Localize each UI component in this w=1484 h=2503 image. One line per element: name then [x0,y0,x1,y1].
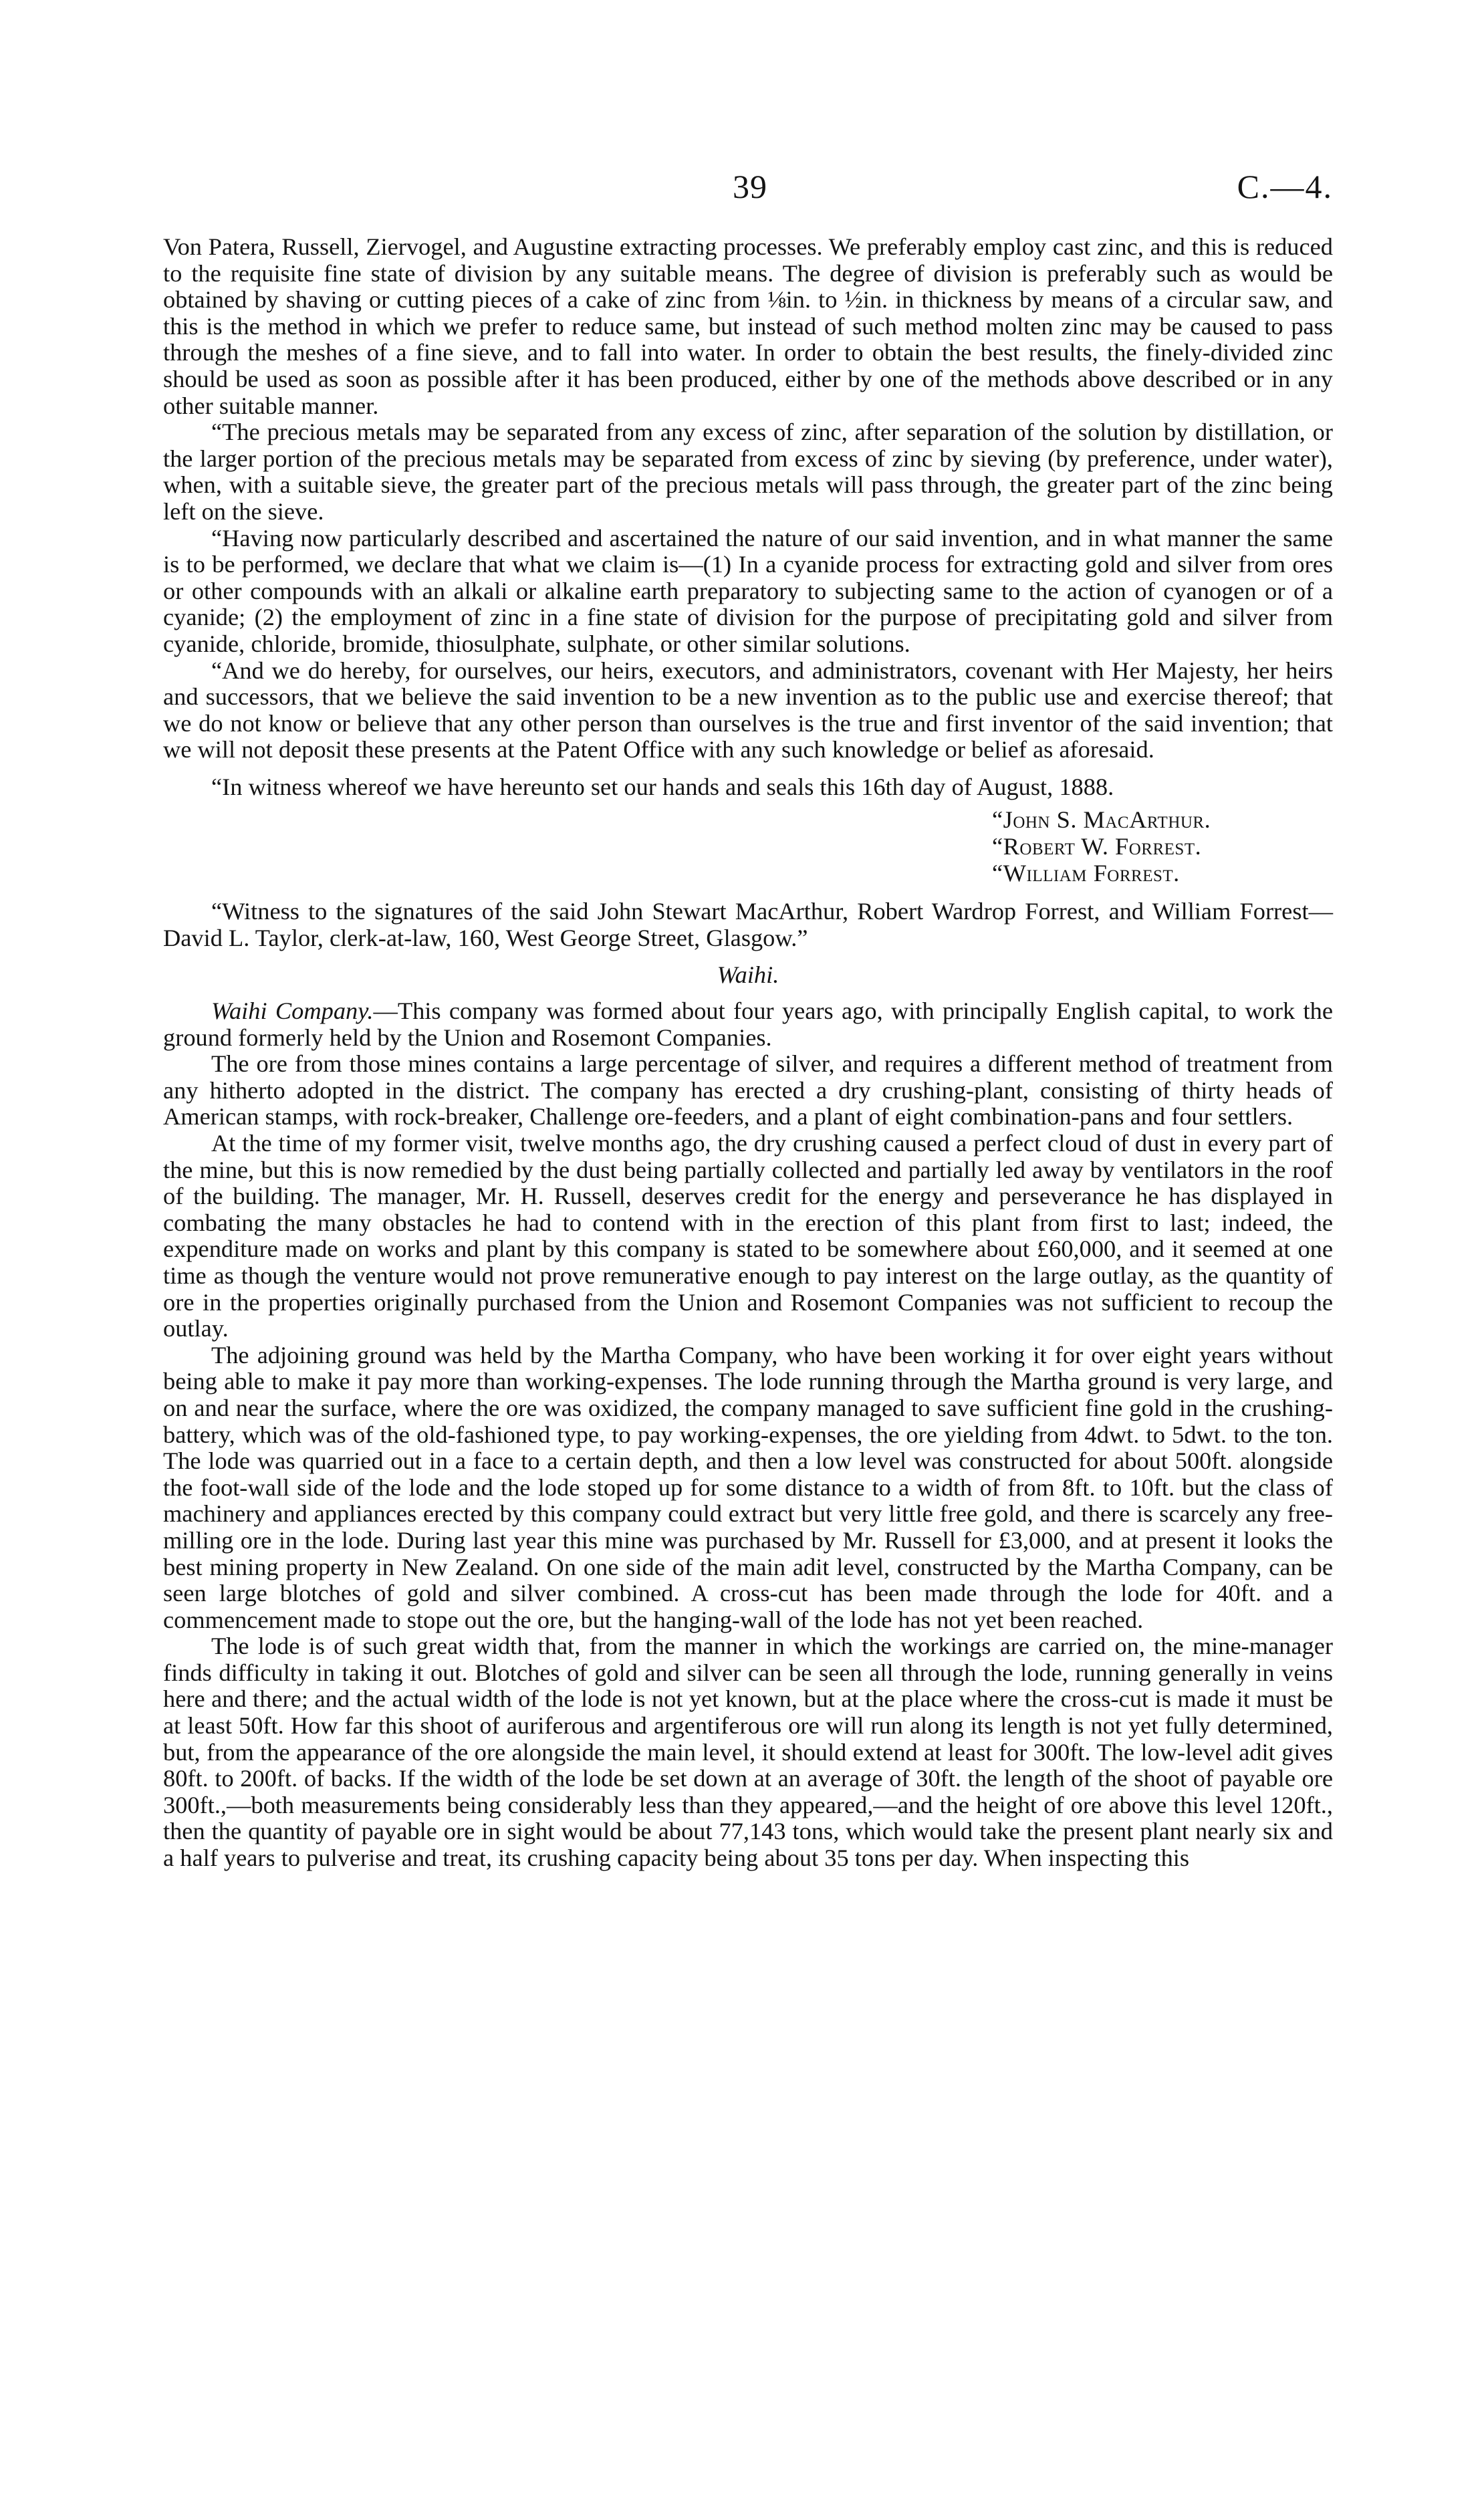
paragraph-covenant: “And we do hereby, for ourselves, our heirs, executors, and administrators, covenant with Her Majesty, her heirs and successors, that we believe the said invention to be a new invention as to the public use and exercise thereof; that we do not know or believe that any other person than ourselves is the true and first inventor of the said invention; that we will not deposit these presents at the Patent Office with any such knowledge or belief as aforesaid. [163,657,1333,763]
section-heading: Waihi. [717,961,779,989]
paragraph-separation: “The precious metals may be separated from any excess of zinc, after separation of the solution by distillation, or the larger portion of the precious metals may be separated from excess of zinc by sieving (by preference, under water), when, with a suitable sieve, the greater part of the precious metals will pass through, the greater part of the zinc being left on the sieve. [163,419,1333,525]
body-text [163,234,1333,1872]
page-header [163,167,1333,221]
paragraph-lode-width: The lode is of such great width that, from the manner in which the workings are carried on, the mine-manager finds difficulty in taking it out. Blotches of gold and silver can be seen all through the lode, running generally in veins here and there; and the actual width of the lode is not yet known, but at the place where the cross-cut is made it must be at least 50ft. How far this shoot of auriferous and argentiferous ore will run along its length is not yet fully determined, but, from the appearance of the ore alongside the main level, it should extend at least for 300ft. The low-level adit gives 80ft. to 200ft. of backs. If the width of the lode be set down at an average of 30ft. the length of the shoot of payable ore 300ft.,—both measurements being considerably less than they appeared,—and the height of ore above this level 120ft., then the quantity of payable ore in sight would be about 77,143 tons, which would take the present plant nearly six and a half years to pulverise and treat, its crushing capacity being about 35 tons per day. When inspecting this [163,1633,1333,1872]
company-intro: —This company was formed about four years ago, with principally English capital, to work the ground formerly held by the Union and Rosemont Companies. [163,997,1333,1051]
paragraph-witness: “Witness to the signatures of the said John Stewart MacArthur, Robert Wardrop Forrest, and William Forrest—David L. Taylor, clerk-at-law, 160, West George Street, Glasgow.” [163,898,1333,951]
paragraph-zinc-division: Von Patera, Russell, Ziervogel, and Augustine extracting processes. We preferably employ cast zinc, and this is reduced to the requisite fine state of division by any suitable means. The degree of division is preferably such as would be obtained by shaving or cutting pieces of a cake of zinc from ⅛in. to ½in. in thickness by means of a circular saw, and this is the method in which we prefer to reduce same, but instead of such method molten zinc may be caused to pass through the meshes of a fine sieve, and to fall into water. In order to obtain the best results, the finely-divided zinc should be used as soon as possible after it has been produced, either by one of the methods above described or in any other suitable manner. [163,233,1333,419]
paragraph-former-visit: At the time of my former visit, twelve months ago, the dry crushing caused a perfect cloud of dust in every part of the mine, but this is now remedied by the dust being partially collected and partially led away by ventilators in the roof of the building. The manager, Mr. H. Russell, deserves credit for the energy and perseverance he has displayed in combating the many obstacles he had to contend with in the erection of this plant from first to last; indeed, the expenditure made on works and plant by this company is stated to be somewhere about £60,000, and it seemed at one time as though the venture would not prove remunerative enough to pay interest on the large outlay, as the quantity of ore in the properties originally purchased from the Union and Rosemont Companies was not sufficient to recoup the outlay. [163,1130,1333,1342]
signature-line: “John S. MacArthur. [992,806,1211,834]
paragraph-claims: “Having now particularly described and ascertained the nature of our said invention, and in what manner the same is to be performed, we declare that what we claim is—(1) In a cyanide process for extracting gold and silver from ores or other compounds with an alkali or alkaline earth preparatory to subjecting same to the action of cyanogen or of a cyanide; (2) the employment of zinc in a fine state of division for the purpose of precipitating gold and silver from cyanide, chloride, bromide, thiosulphate, sulphate, or other similar solutions. [163,524,1333,657]
page-number: 39 [733,168,767,205]
paragraph-witness-date: “In witness whereof we have hereunto set our hands and seals this 16th day of August, 1888. [211,773,1114,800]
paragraph-ore: The ore from those mines contains a large percentage of silver, and requires a different method of treatment from any hitherto adopted in the district. The company has erected a dry crushing-plant, consisting of thirty heads of American stamps, with rock-breaker, Challenge ore-feeders, and a plant of eight combination-pans and four settlers. [163,1050,1333,1130]
paragraph-waihi-company [163,998,1333,1051]
document-reference: C.—4. [1237,168,1333,205]
signature-line: “William Forrest. [992,859,1180,886]
signature-block [163,807,1333,886]
signature-line: “Robert W. Forrest. [992,833,1202,860]
company-name: Waihi Company. [211,997,374,1025]
document-page [163,167,1333,1872]
paragraph-martha: The adjoining ground was held by the Martha Company, who have been working it for over eight years without being able to make it pay more than working-expenses. The lode running through the Martha ground is very large, and on and near the surface, where the ore was oxidized, the company managed to save sufficient fine gold in the crushing-battery, which was of the old-fashioned type, to pay working-expenses, the ore yielding from 4dwt. to 5dwt. to the ton. The lode was quarried out in a face to a certain depth, and then a low level was constructed for about 500ft. alongside the foot-wall side of the lode and the lode stoped up for some distance to a width of from 8ft. to 10ft. but the class of machinery and appliances erected by this company could extract but very little free gold, and there is scarcely any free-milling ore in the lode. During last year this mine was purchased by Mr. Russell for £3,000, and at present it looks the best mining property in New Zealand. On one side of the main adit level, constructed by the Martha Company, can be seen large blotches of gold and silver combined. A cross-cut has been made through the lode for 40ft. and a commencement made to stope out the ore, but the hanging-wall of the lode has not yet been reached. [163,1341,1333,1633]
